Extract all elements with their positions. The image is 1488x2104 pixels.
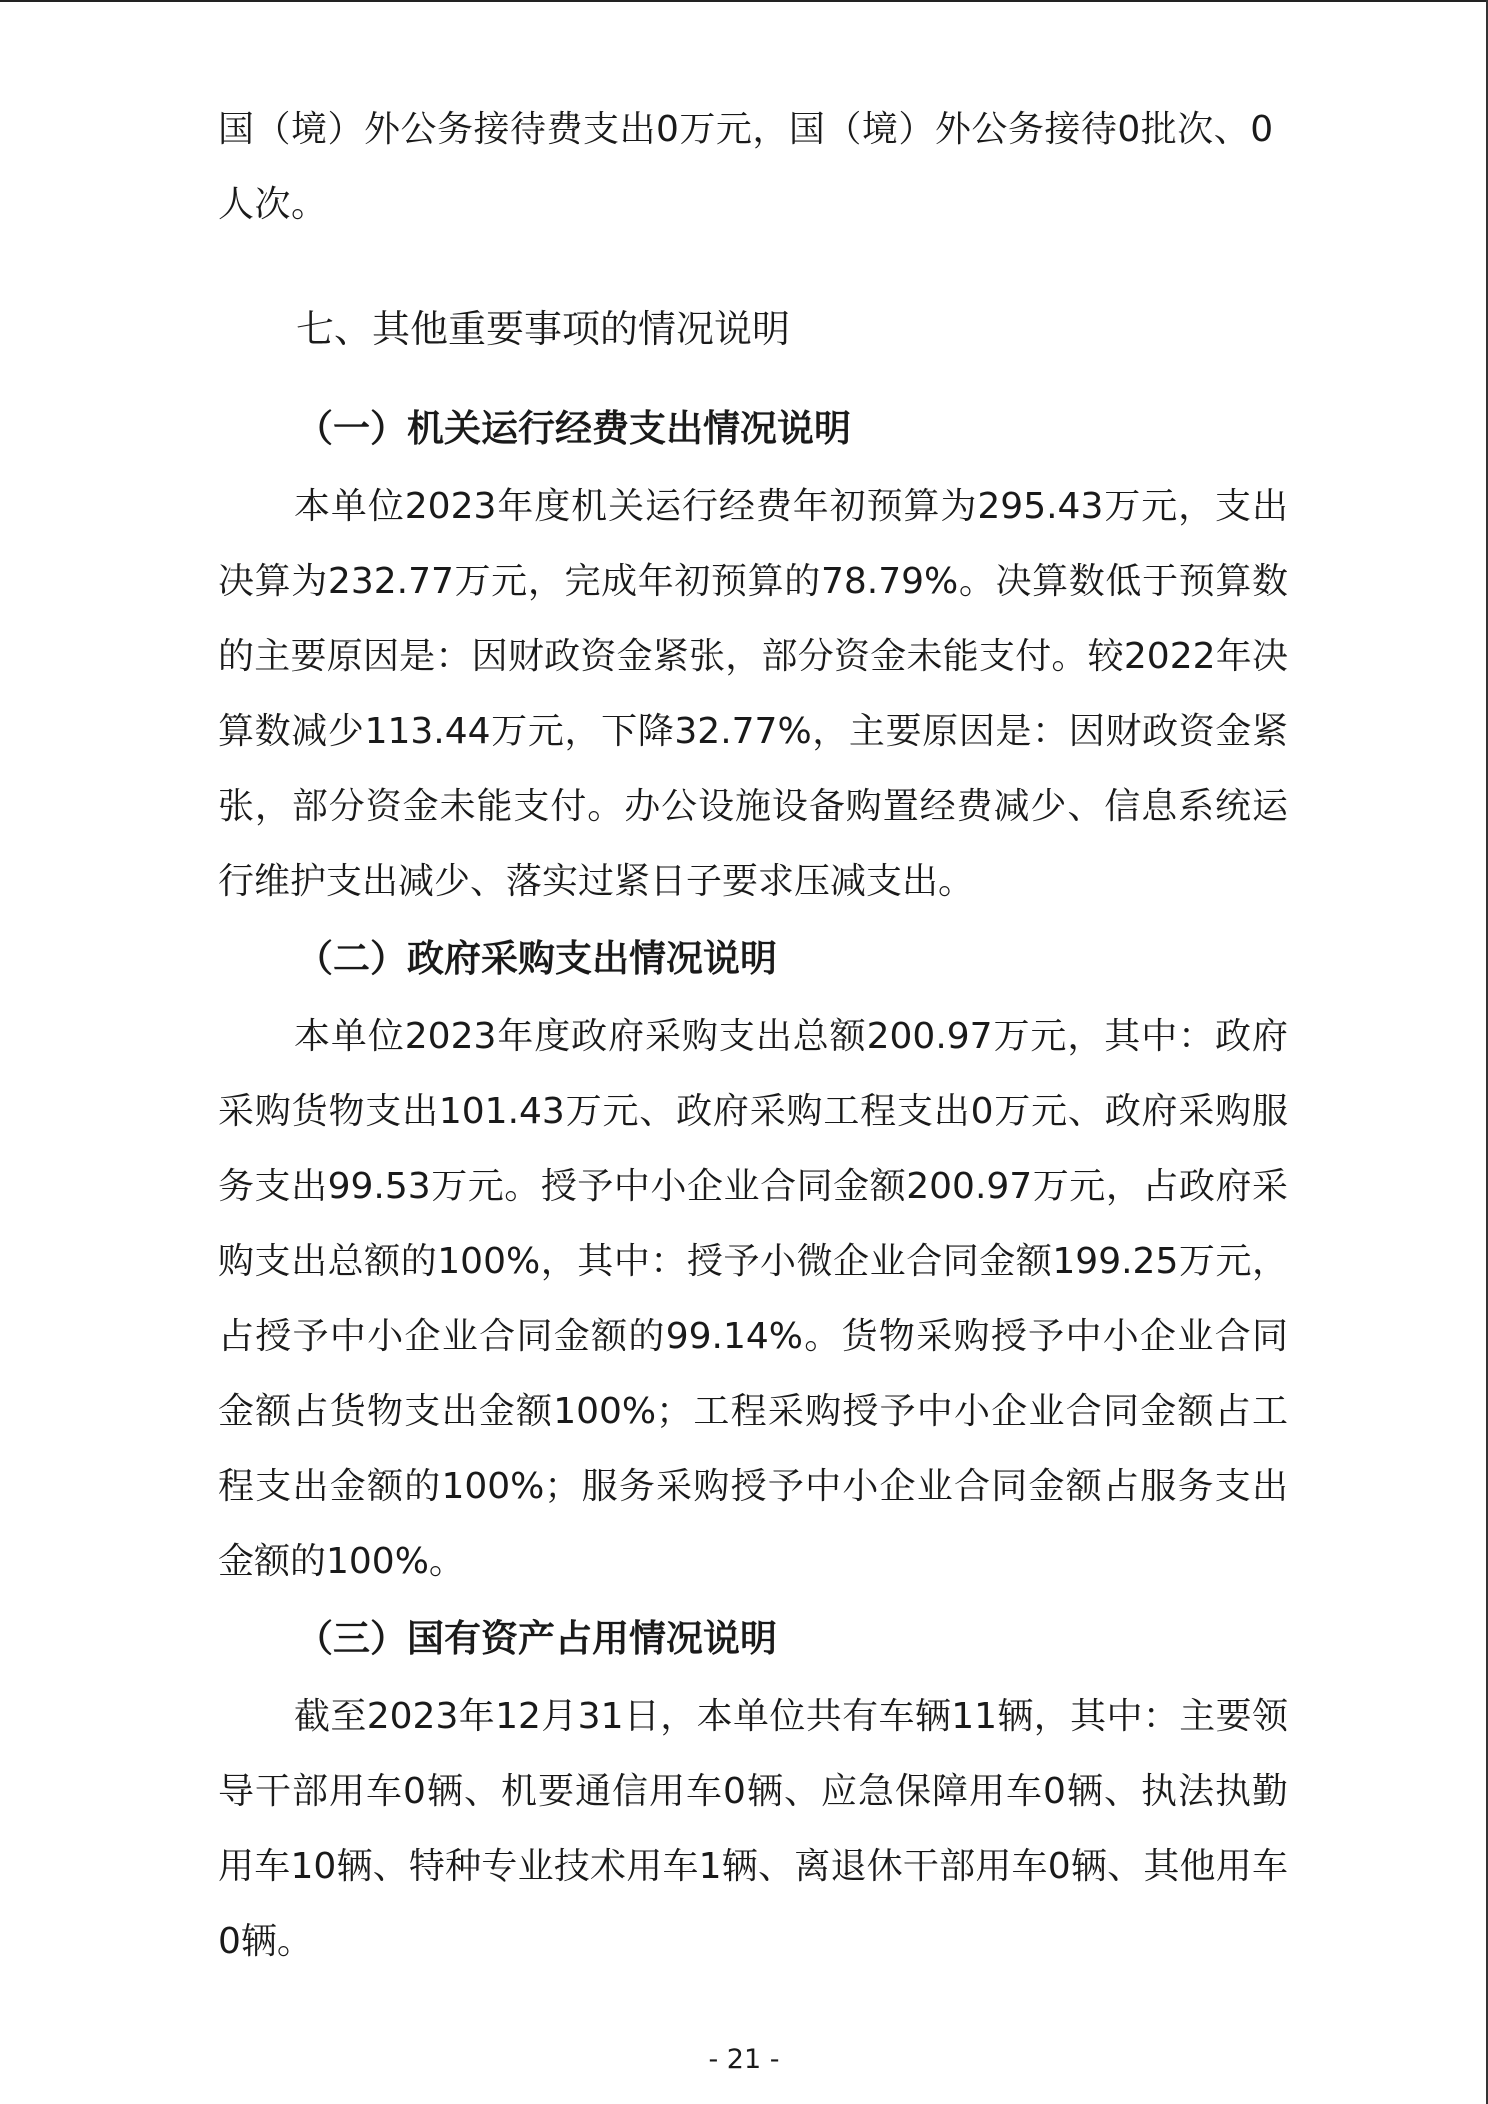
section-heading: 七、其他重要事项的情况说明: [296, 307, 791, 351]
subsection-body-1: 本单位2023年度机关运行经费年初预算为295.43万元，支出决算为232.77万元，完成年初预算的78.79%。决算数低于预算数的主要原因是：因财政资金紧张，部分资金未能支付。较2022年决算数减少113.44万元，下降32.77%，主要原因是：因财政资金紧张，部分资金未能支付。办公设施设备购置经费减少、信息系统运行维护支出减少、落实过紧日子要求压减支出。: [218, 486, 1288, 902]
document-page: [218, 92, 1288, 1979]
intro-line-1: 国（境）外公务接待费支出0万元，国（境）外公务接待0批次、0: [218, 109, 1274, 150]
top-border: [0, 0, 1488, 2]
subsection-heading-2: （二）政府采购支出情况说明: [296, 937, 777, 980]
subsection-heading-3: （三）国有资产占用情况说明: [296, 1617, 777, 1660]
subsection-body-3: 截至2023年12月31日，本单位共有车辆11辆，其中：主要领导干部用车0辆、机要通信用车0辆、应急保障用车0辆、执法执勤用车10辆、特种专业技术用车1辆、离退休干部用车0辆、其他用车0辆。: [218, 1696, 1288, 1962]
subsection-heading-1: （一）机关运行经费支出情况说明: [296, 407, 851, 450]
intro-line-2: 人次。: [218, 184, 328, 225]
subsection-body-2: 本单位2023年度政府采购支出总额200.97万元，其中：政府采购货物支出101.43万元、政府采购工程支出0万元、政府采购服务支出99.53万元。授予中小企业合同金额200.97万元，占政府采购支出总额的100%，其中：授予小微企业合同金额199.25万元，占授予中小企业合同金额的99.14%。货物采购授予中小企业合同金额占货物支出金额100%；工程采购授予中小企业合同金额占工程支出金额的100%；服务采购授予中小企业合同金额占服务支出金额的100%。: [218, 1016, 1288, 1582]
page-number: - 21 -: [708, 2044, 780, 2075]
